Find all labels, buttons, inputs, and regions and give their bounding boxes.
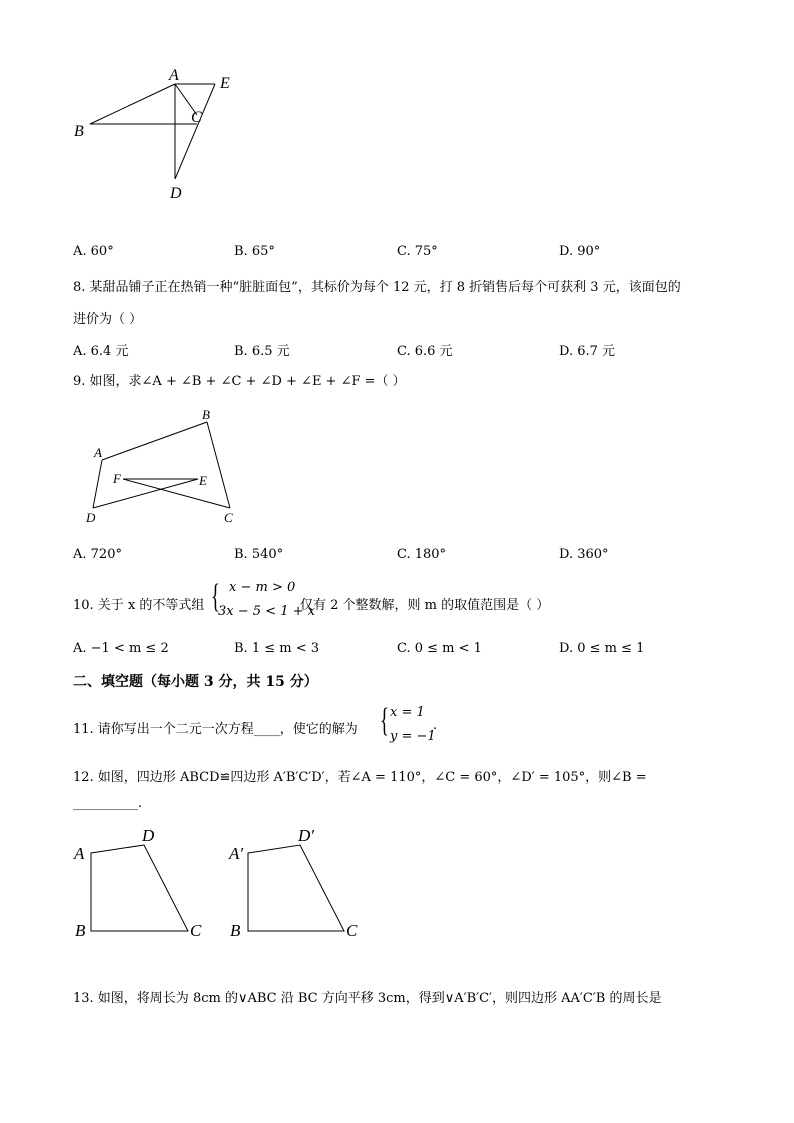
q8-option-a: A. 6.4 元	[73, 344, 129, 359]
fig9-label-C: C	[224, 510, 233, 525]
fig12-label-D: D	[142, 826, 155, 845]
fig7-label-C: C	[191, 109, 202, 126]
q8-option-b: B. 6.5 元	[234, 344, 290, 359]
fig7-label-D: D	[170, 185, 182, 202]
q10-stem-pre: 10. 关于 x 的不等式组	[73, 598, 205, 613]
fig9-label-B: B	[202, 407, 210, 422]
section2-title: 二、填空题（每小题 3 分，共 15 分）	[73, 674, 318, 690]
q9-option-b: B. 540°	[234, 547, 284, 562]
fig12-label-A-prime: A′	[229, 844, 244, 863]
q11-stem-post: .	[433, 718, 438, 733]
fig9-label-D: D	[86, 510, 96, 525]
q9-option-c: C. 180°	[397, 547, 447, 562]
q7-figure	[60, 60, 260, 210]
fig12-label-C-prime: C	[346, 921, 358, 940]
q10-stem-post: 仅有 2 个整数解，则 m 的取值范围是（ ）	[300, 598, 550, 613]
fig7-label-B: B	[74, 123, 84, 140]
q12-figure	[60, 820, 380, 945]
q7-option-b: B. 65°	[234, 244, 275, 259]
q10-option-c: C. 0 ≤ m < 1	[397, 641, 482, 656]
fig12-label-C: C	[190, 921, 202, 940]
q7-option-d: D. 90°	[559, 244, 601, 259]
q13-stem-line1: 13. 如图，将周长为 8cm 的∨ABC 沿 BC 方向平移 3cm，得到∨A′B′C′，则四边形 AA′C′B 的周长是	[73, 991, 662, 1006]
q8-option-c: C. 6.6 元	[397, 344, 453, 359]
q11-eq-1: x = 1	[390, 705, 425, 720]
q12-answer-blank: __________.	[73, 796, 143, 811]
q10-inequality-2: 3x − 5 < 1 + x	[218, 604, 315, 619]
q8-stem-line2: 进价为（ ）	[73, 312, 143, 327]
fig9-label-E: E	[199, 473, 207, 488]
q11-stem-pre: 11. 请你写出一个二元一次方程____，使它的解为	[73, 722, 358, 737]
fig12-label-B: B	[75, 921, 86, 940]
q10-inequality-1: x − m > 0	[229, 580, 296, 595]
q8-option-d: D. 6.7 元	[559, 344, 616, 359]
fig9-label-F: F	[113, 471, 121, 486]
q11-eq-2: y = −1	[390, 729, 436, 744]
fig7-label-A: A	[169, 67, 179, 84]
fig7-label-E: E	[220, 75, 230, 92]
q12-stem-line1: 12. 如图，四边形 ABCD≌四边形 A′B′C′D′，若∠A = 110°，∠C = 60°，∠D′ = 105°，则∠B =	[73, 770, 647, 785]
q9-figure	[80, 405, 250, 530]
q10-brace: {	[211, 578, 220, 615]
q7-option-c: C. 75°	[397, 244, 438, 259]
q8-stem-line1: 8. 某甜品铺子正在热销一种“脏脏面包”，其标价为每个 12 元，打 8 折销售后每个可获利 3 元，该面包的	[73, 280, 681, 295]
q10-option-a: A. −1 < m ≤ 2	[73, 641, 169, 656]
q7-option-a: A. 60°	[73, 244, 114, 259]
fig12-label-B-prime: B	[230, 921, 241, 940]
q9-option-d: D. 360°	[559, 547, 609, 562]
q9-stem: 9. 如图，求∠A + ∠B + ∠C + ∠D + ∠E + ∠F =（ ）	[73, 374, 406, 389]
fig12-label-A: A	[74, 844, 85, 863]
q9-option-a: A. 720°	[73, 547, 122, 562]
q10-option-d: D. 0 ≤ m ≤ 1	[559, 641, 645, 656]
q10-option-b: B. 1 ≤ m < 3	[234, 641, 320, 656]
fig12-label-D-prime: D′	[298, 826, 314, 845]
fig9-label-A: A	[94, 445, 102, 460]
q11-brace: {	[380, 702, 389, 739]
